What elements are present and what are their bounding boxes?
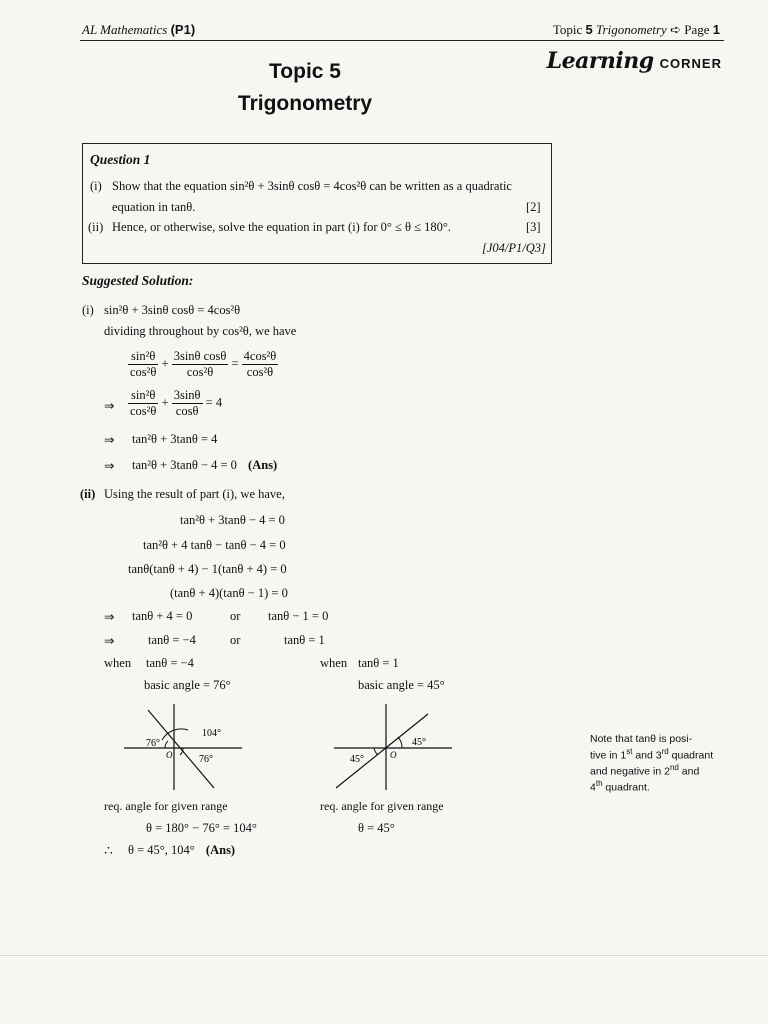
angle-diagram-b [328,700,458,792]
note-text: 4 [590,781,596,793]
learning-corner-logo [547,48,722,74]
case-b-1: tanθ − 1 = 0 [268,609,329,623]
label-45-left: 45° [350,754,364,765]
origin-o: O [390,750,397,760]
header-rule [80,40,724,41]
case-b-2: tanθ = 1 [284,633,325,647]
label-104: 104° [202,728,221,739]
note-line-2 [590,746,730,762]
eq-step-2: tan²θ + 4 tanθ − tanθ − 4 = 0 [143,538,286,552]
sol-line-3: tan²θ + 3tanθ = 4 [132,432,218,446]
frac-den: cos²θ [186,365,214,379]
req-value-b: θ = 45° [358,821,395,835]
solution-heading: Suggested Solution: [82,273,194,288]
note-text: and 3 [632,749,662,761]
header-right [553,22,720,38]
fraction-eq-1 [128,349,278,380]
note-sup: rd [661,746,669,756]
q2-text: Hence, or otherwise, solve the equation in part (i) for 0° ≤ θ ≤ 180°. [112,220,451,234]
course-title: AL Mathematics [82,22,168,37]
part1-label: (i) [82,303,94,317]
note-text: and [678,765,700,777]
frac-num: 4cos²θ [243,349,277,363]
frac-den: cosθ [175,404,199,418]
question-ref: [J04/P1/Q3] [482,241,546,255]
when-label: when [320,656,348,670]
label-76-right: 76° [199,754,213,765]
operator: = [231,356,239,371]
frac-num: sin²θ [128,388,158,404]
page-title: Topic 5 [269,60,341,83]
eq-step-1: tan²θ + 3tanθ − 4 = 0 [180,513,285,527]
side-note [590,733,730,794]
page-label: Page [684,22,710,37]
implies-arrow: ⇒ [104,610,115,624]
arrow-icon: ➪ [670,22,681,37]
implies-arrow: ⇒ [104,634,115,648]
page-number: 1 [712,22,720,37]
rhs: = 4 [205,395,223,410]
q2-label: (ii) [88,220,104,234]
basic-angle-a: basic angle = 76° [144,678,231,692]
frac-den: cos²θ [246,365,274,379]
topic-label: Topic [552,22,583,37]
frac-den: cos²θ [130,404,157,418]
basic-angle-b: basic angle = 45° [358,678,445,692]
implies-arrow: ⇒ [104,433,115,447]
q1-text-cont: equation in tanθ. [112,200,196,214]
note-sup: nd [669,762,679,772]
page-subtitle: Trigonometry [237,92,373,115]
implies-arrow: ⇒ [104,459,115,473]
when-b: tanθ = 1 [358,656,399,670]
frac-den: cos²θ [130,365,157,379]
angle-diagram-a [110,700,250,792]
logo-corner: CORNER [659,56,722,71]
sol-line-4 [132,458,277,473]
q2-marks: [3] [526,220,541,234]
label-45-right: 45° [412,737,426,748]
header-left [82,22,195,38]
req-angle-a: req. angle for given range [104,799,228,813]
when-label: when [104,656,132,670]
frac-num: 3sinθ cosθ [173,349,227,363]
frac-num: sin²θ [128,349,158,365]
paper-label: (P1) [170,22,196,37]
question-heading: Question 1 [90,152,151,167]
final-answer [128,843,235,858]
fraction-eq-2 [128,388,222,419]
note-sup: st [626,746,633,756]
logo-script: Learning [546,48,654,74]
or-text: or [230,609,241,623]
note-line-3 [590,762,730,778]
eq-step-4: (tanθ + 4)(tanθ − 1) = 0 [170,586,288,600]
operator: + [161,356,169,371]
q1-label: (i) [90,179,102,193]
when-a: tanθ = −4 [146,656,194,670]
note-text: and negative in 2 [590,765,670,777]
topic-name: Trigonometry [596,22,667,37]
final-values: θ = 45°, 104° [128,843,195,857]
req-angle-b: req. angle for given range [320,799,444,813]
therefore-symbol: ∴ [104,844,113,859]
part2-intro: Using the result of part (i), we have, [104,487,285,501]
q1-text: Show that the equation sin²θ + 3sinθ cosθ = 4cos²θ can be written as a quadratic [112,179,512,193]
frac-num: 3sinθ [173,388,201,402]
q1-marks: [2] [526,200,541,214]
quadratic: tan²θ + 3tanθ − 4 = 0 [132,458,237,472]
origin-o: O [166,750,173,760]
note-text: quadrant [668,749,714,761]
note-line-1: Note that tanθ is posi- [590,733,693,745]
note-sup: th [595,778,603,788]
page-bottom-edge [0,955,768,956]
note-text: tive in 1 [590,749,627,761]
note-line-4 [590,778,730,794]
sol-line-2: dividing throughout by cos²θ, we have [104,324,297,338]
label-76-left: 76° [146,738,160,749]
case-a-2: tanθ = −4 [148,633,196,647]
implies-arrow: ⇒ [104,399,115,413]
note-text: quadrant. [602,781,650,793]
answer-tag: (Ans) [205,843,236,857]
eq-step-3: tanθ(tanθ + 4) − 1(tanθ + 4) = 0 [128,562,287,576]
answer-tag: (Ans) [248,458,278,472]
req-value-a: θ = 180° − 76° = 104° [146,821,257,835]
operator: + [161,395,169,410]
case-a-1: tanθ + 4 = 0 [132,609,193,623]
sol-line-1: sin²θ + 3sinθ cosθ = 4cos²θ [104,303,241,317]
or-text: or [230,633,241,647]
topic-number: 5 [585,22,593,37]
part2-label: (ii) [80,487,96,501]
